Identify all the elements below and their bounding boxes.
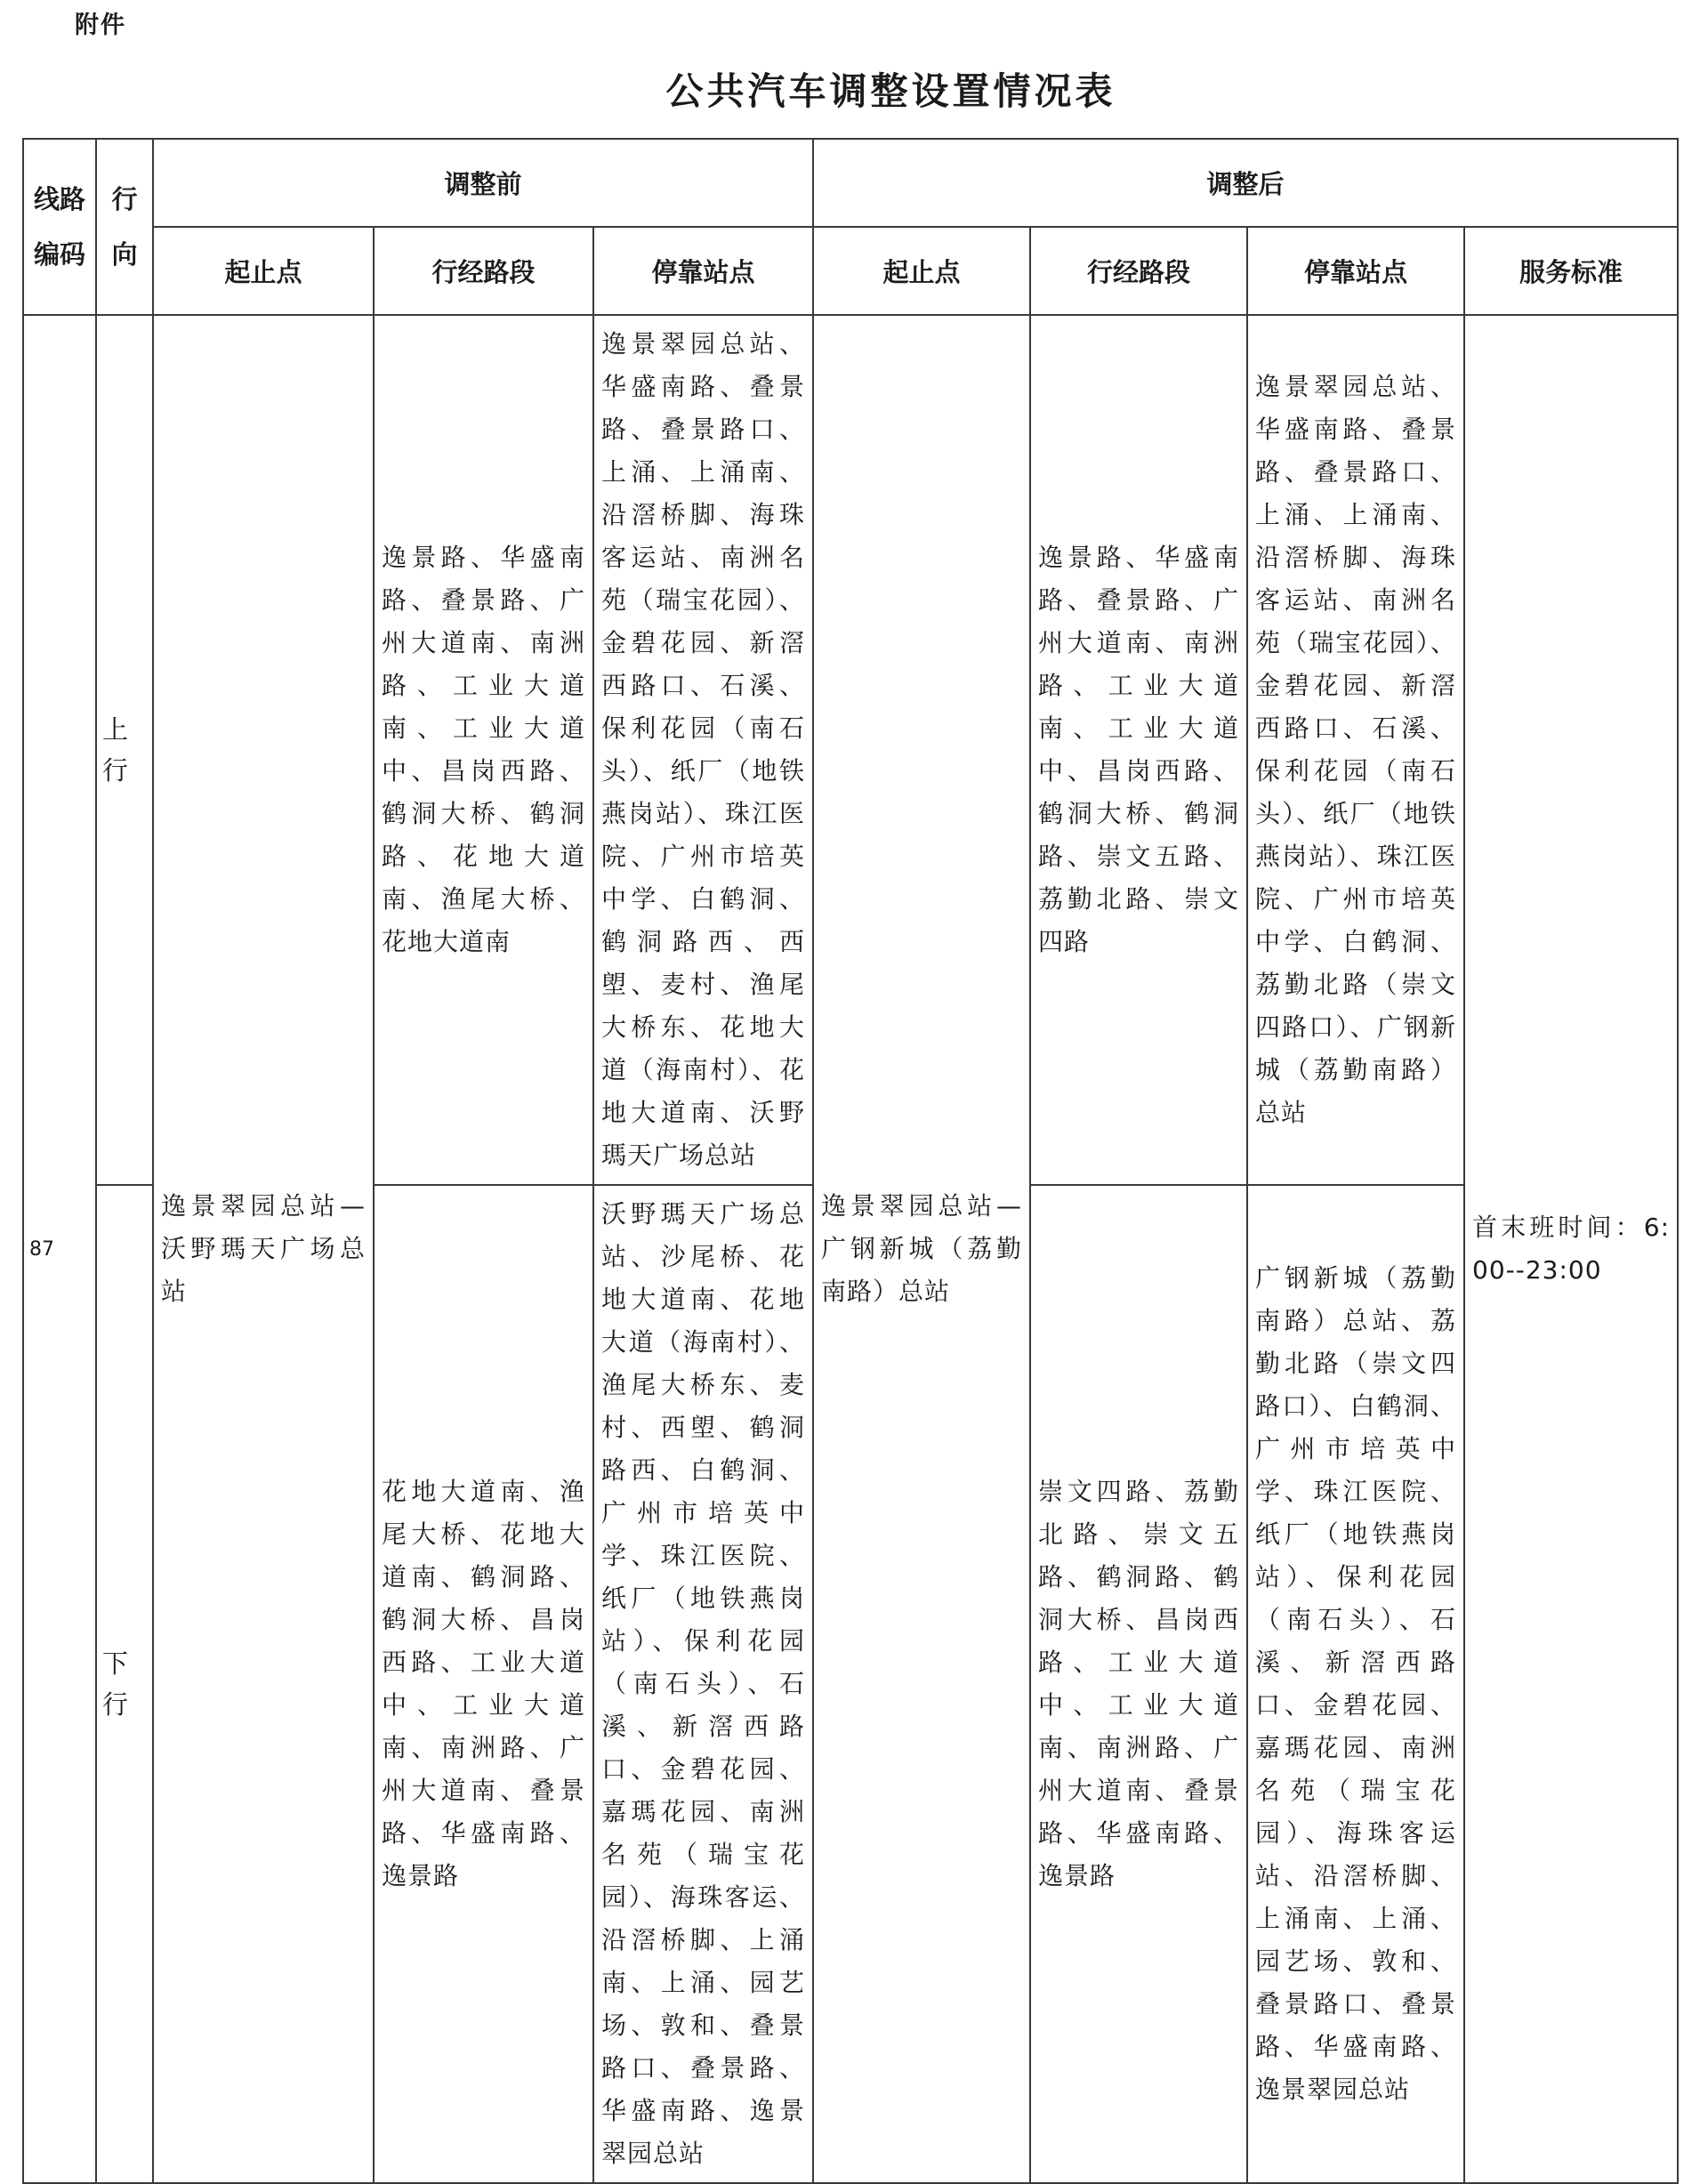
after-stops-up-cell: 逸景翠园总站、华盛南路、叠景路、叠景路口、上涌、上涌南、沿滘桥脚、海珠客运站、南洲名苑（瑞宝花园）、金碧花园、新滘西路口、石溪、保利花园（南石头）、纸厂（地铁燕岗站）、珠江医院、广州市培英中学、白鹤洞、荔勤北路（崇文四路口）、广钢新城（荔勤南路）总站 <box>1247 315 1464 1185</box>
table-row-up <box>23 315 1678 1185</box>
after-start-end-header: 起止点 <box>813 227 1030 315</box>
before-header: 调整前 <box>153 139 813 227</box>
line-code-cell: 87 <box>23 315 96 2183</box>
service-header: 服务标准 <box>1464 227 1678 315</box>
line-code-header: 线路编码 <box>23 139 96 315</box>
before-route-header: 行经路段 <box>374 227 593 315</box>
after-route-down-cell: 崇文四路、荔勤北路、崇文五路、鹤洞路、鹤洞大桥、昌岗西路、工业大道中、工业大道南、南洲路、广州大道南、叠景路、华盛南路、逸景路 <box>1030 1185 1247 2183</box>
after-route-header: 行经路段 <box>1030 227 1247 315</box>
before-route-down-cell: 花地大道南、渔尾大桥、花地大道南、鹤洞路、鹤洞大桥、昌岗西路、工业大道中、工业大道南、南洲路、广州大道南、叠景路、华盛南路、逸景路 <box>374 1185 593 2183</box>
after-header: 调整后 <box>813 139 1678 227</box>
before-start-end-header: 起止点 <box>153 227 374 315</box>
attachment-label: 附件 <box>75 12 126 39</box>
direction-up-cell: 上行 <box>96 315 153 1185</box>
header-row-group <box>23 139 1678 227</box>
after-stops-header: 停靠站点 <box>1247 227 1464 315</box>
after-start-end-cell: 逸景翠园总站—广钢新城（荔勤南路）总站 <box>813 315 1030 2183</box>
direction-header: 行向 <box>96 139 153 315</box>
header-row-sub <box>23 227 1678 315</box>
bus-adjustment-table <box>22 138 1679 2184</box>
direction-down-cell: 下行 <box>96 1185 153 2183</box>
before-stops-header: 停靠站点 <box>593 227 813 315</box>
after-route-up-cell: 逸景路、华盛南路、叠景路、广州大道南、南洲路、工业大道南、工业大道中、昌岗西路、鹤洞大桥、鹤洞路、崇文五路、荔勤北路、崇文四路 <box>1030 315 1247 1185</box>
before-stops-down-cell: 沃野瑪天广场总站、沙尾桥、花地大道南、花地大道（海南村）、渔尾大桥东、麦村、西塱、鹤洞路西、白鹤洞、广州市培英中学、珠江医院、纸厂（地铁燕岗站）、保利花园（南石头）、石溪、新滘西路口、金碧花园、嘉瑪花园、南洲名苑（瑞宝花园）、海珠客运、沿滘桥脚、上涌南、上涌、园艺场、敦和、叠景路口、叠景路、华盛南路、逸景翠园总站 <box>593 1185 813 2183</box>
before-stops-up-cell: 逸景翠园总站、华盛南路、叠景路、叠景路口、上涌、上涌南、沿滘桥脚、海珠客运站、南洲名苑（瑞宝花园）、金碧花园、新滘西路口、石溪、保利花园（南石头）、纸厂（地铁燕岗站）、珠江医院、广州市培英中学、白鹤洞、鹤洞路西、西塱、麦村、渔尾大桥东、花地大道（海南村）、花地大道南、沃野瑪天广场总站 <box>593 315 813 1185</box>
document-title: 公共汽车调整设置情况表 <box>665 69 1116 113</box>
before-route-up-cell: 逸景路、华盛南路、叠景路、广州大道南、南洲路、工业大道南、工业大道中、昌岗西路、鹤洞大桥、鹤洞路、花地大道南、渔尾大桥、花地大道南 <box>374 315 593 1185</box>
service-standard-cell: 首末班时间：6:00--23:00 <box>1464 315 1678 2183</box>
after-stops-down-cell: 广钢新城（荔勤南路）总站、荔勤北路（崇文四路口）、白鹤洞、广州市培英中学、珠江医院、纸厂（地铁燕岗站）、保利花园（南石头）、石溪、新滘西路口、金碧花园、嘉瑪花园、南洲名苑（瑞宝花园）、海珠客运站、沿滘桥脚、上涌南、上涌、园艺场、敦和、叠景路口、叠景路、华盛南路、逸景翠园总站 <box>1247 1185 1464 2183</box>
before-start-end-cell: 逸景翠园总站—沃野瑪天广场总站 <box>153 315 374 2183</box>
